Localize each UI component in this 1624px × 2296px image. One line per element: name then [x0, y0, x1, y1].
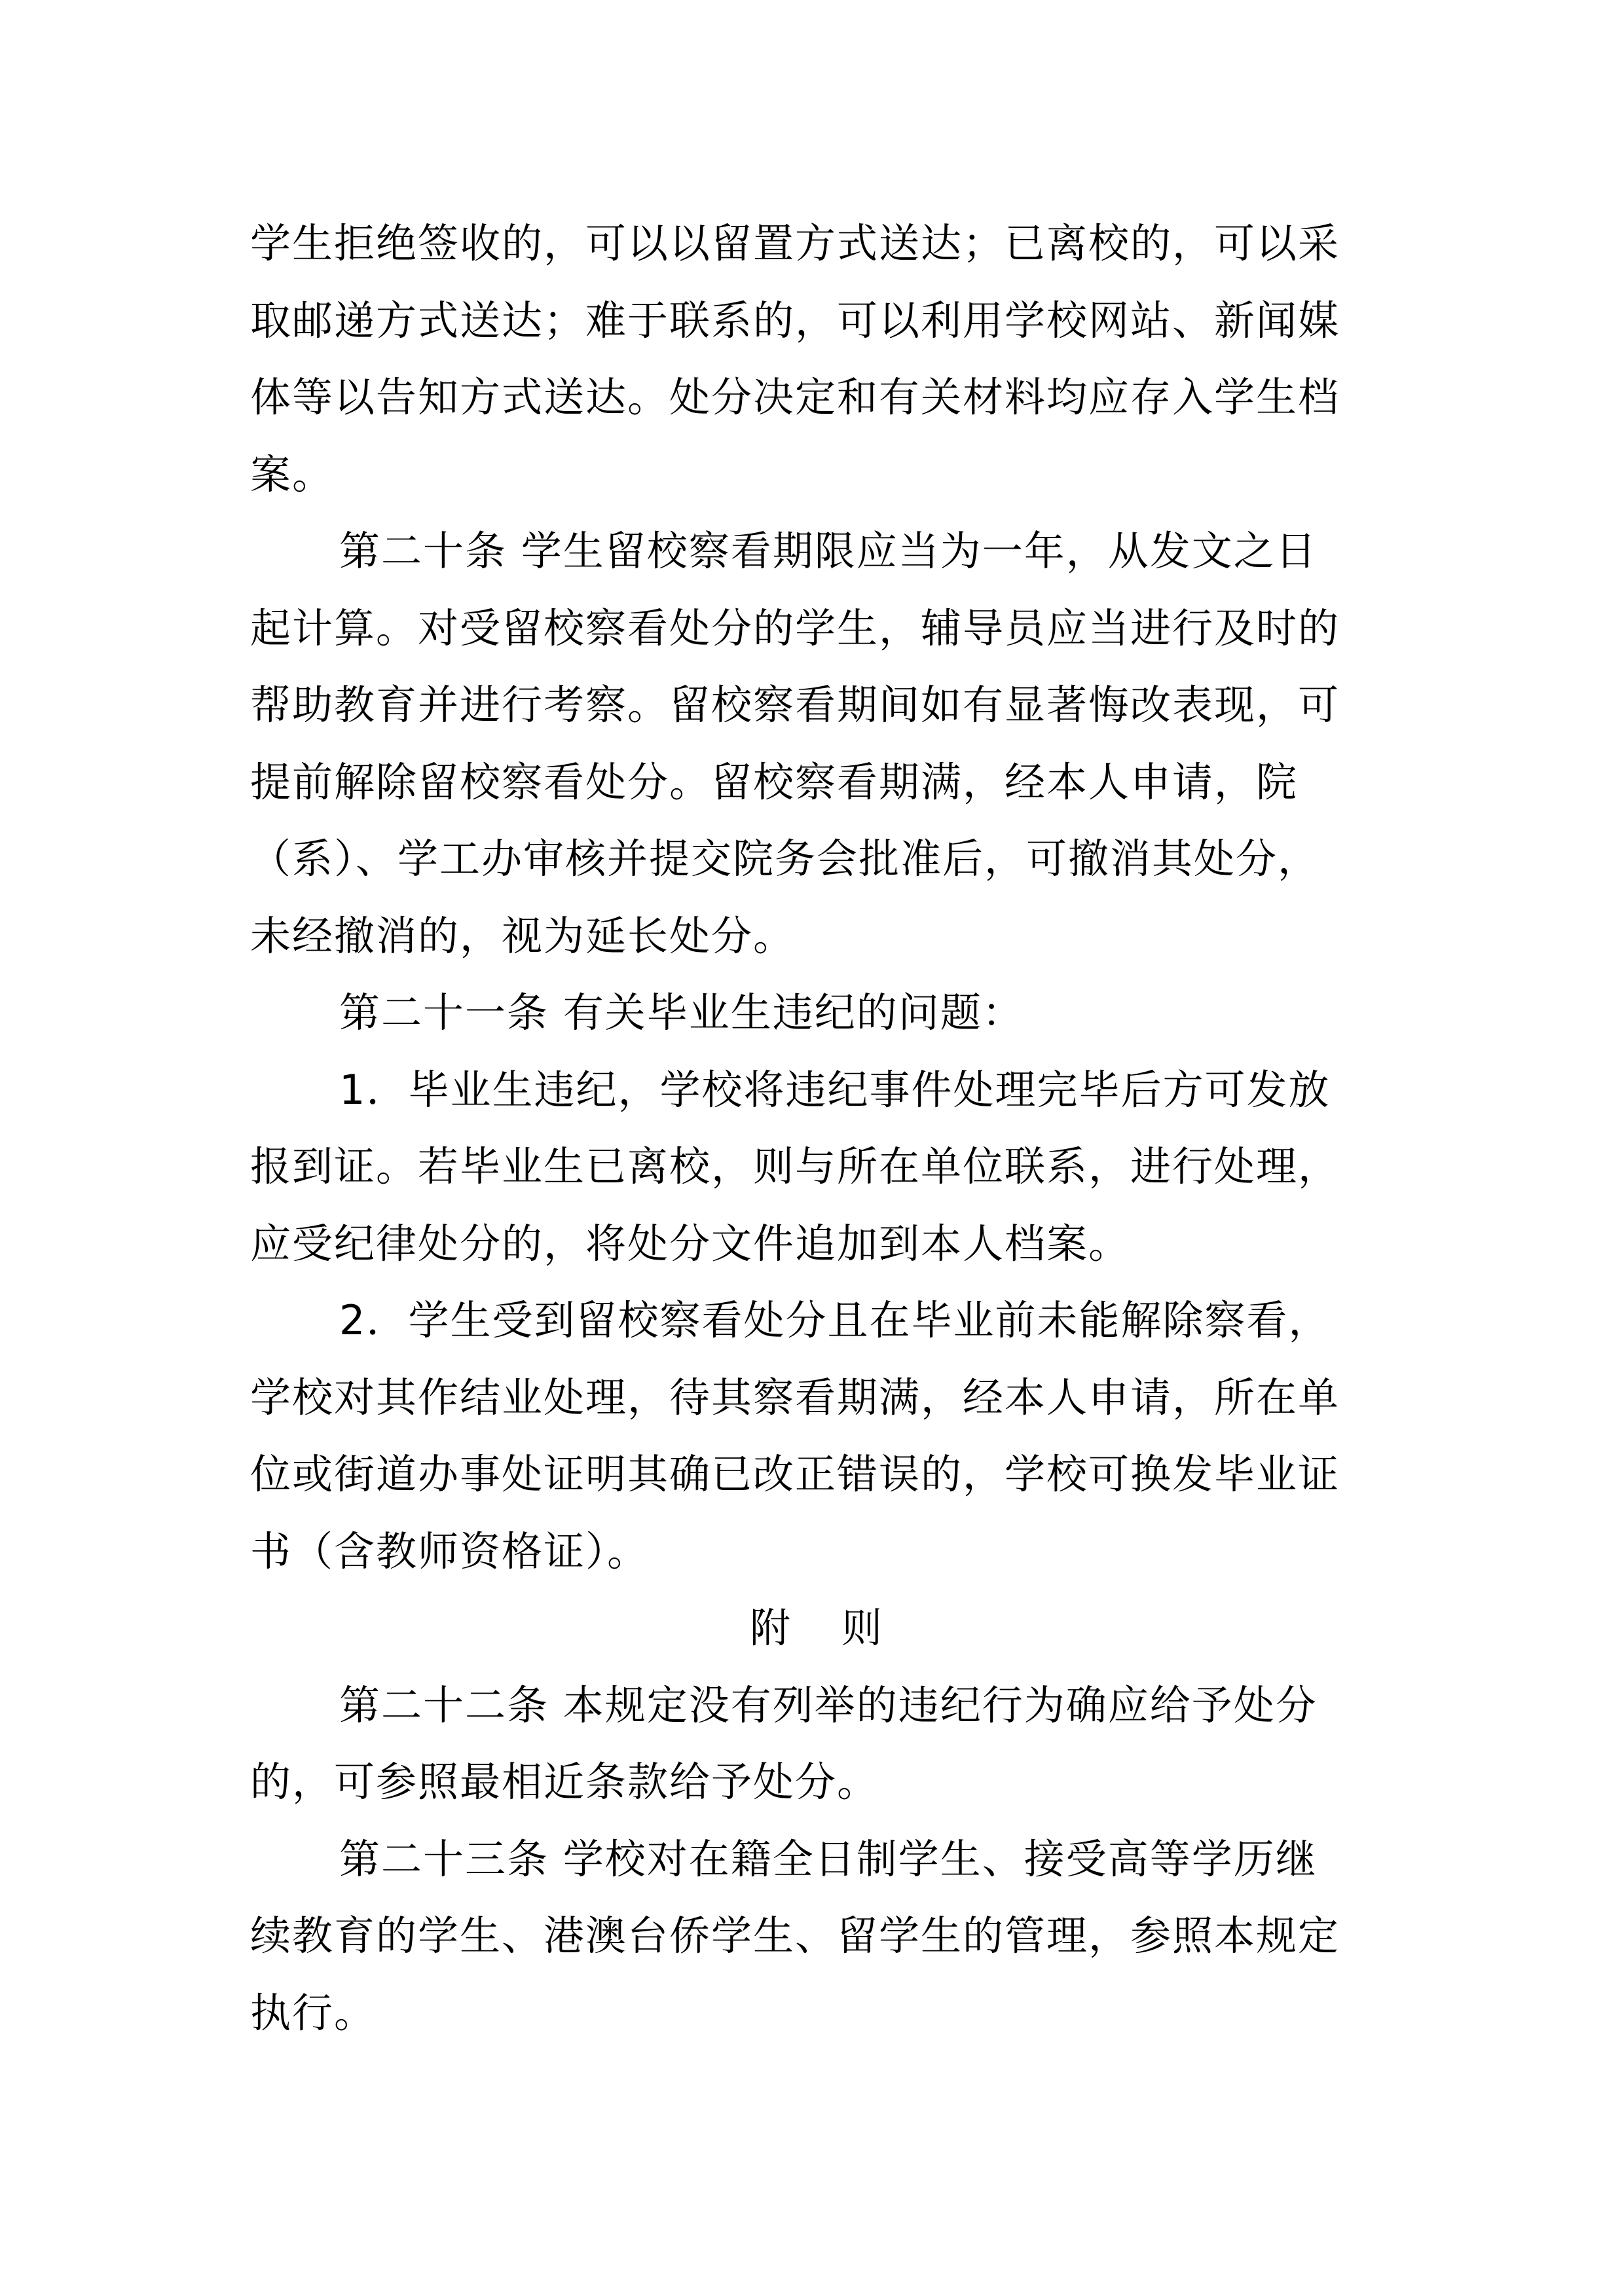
article-21-item-2-line: 位或街道办事处证明其确已改正错误的，学校可换发毕业证 [250, 1450, 1340, 1498]
article-21-item-1-line: 报到证。若毕业生已离校，则与所在单位联系，进行处理， [250, 1142, 1340, 1190]
article-22-line: 的，可参照最相近条款给予处分。 [250, 1758, 879, 1806]
article-20-line: 帮助教育并进行考察。留校察看期间如有显著悔改表现，可 [250, 681, 1340, 729]
article-20-line: 提前解除留校察看处分。留校察看期满，经本人申请，院 [250, 757, 1299, 806]
article-23-line: 执行。 [250, 1988, 377, 2037]
article-22-line: 第二十二条 本规定没有列举的违纪行为确应给予处分 [339, 1681, 1318, 1729]
section-heading-part: 则 [841, 1604, 883, 1652]
section-heading [250, 1590, 1382, 1667]
article-20-line: 第二十条 学生留校察看期限应当为一年，从发文之日 [339, 527, 1318, 575]
article-23-line: 第二十三条 学校对在籍全日制学生、接受高等学历继 [339, 1834, 1318, 1883]
article-21-heading: 第二十一条 有关毕业生违纪的问题： [339, 989, 1024, 1036]
document-body [250, 205, 1382, 2051]
article-21-item-1-line: 应受纪律处分的，将处分文件追加到本人档案。 [250, 1219, 1131, 1267]
article-21-item-2-line: 学校对其作结业处理，待其察看期满，经本人申请，所在单 [250, 1373, 1340, 1421]
paragraph-line: 案。 [250, 450, 335, 498]
article-23-line: 续教育的学生、港澳台侨学生、留学生的管理，参照本规定 [250, 1912, 1340, 1959]
article-21-item-1-line: 1．毕业生违纪，学校将违纪事件处理完毕后方可发放 [339, 1065, 1331, 1114]
paragraph-line: 学生拒绝签收的，可以以留置方式送达；已离校的，可以采 [250, 219, 1340, 267]
article-21-item-2-line: 书（含教师资格证）。 [250, 1527, 650, 1575]
section-heading-part: 附 [749, 1604, 790, 1652]
article-20-line: 未经撤消的，视为延长处分。 [250, 911, 796, 960]
paragraph-line: 体等以告知方式送达。处分决定和有关材料均应存入学生档 [250, 373, 1340, 421]
article-20-line: 起计算。对受留校察看处分的学生，辅导员应当进行及时的 [250, 604, 1340, 652]
paragraph-line: 取邮递方式送达；难于联系的，可以利用学校网站、新闻媒 [250, 296, 1340, 344]
article-20-line: （系）、学工办审核并提交院务会批准后，可撤消其处分， [250, 835, 1320, 883]
article-21-item-2-line: 2．学生受到留校察看处分且在毕业前未能解除察看， [339, 1296, 1331, 1344]
